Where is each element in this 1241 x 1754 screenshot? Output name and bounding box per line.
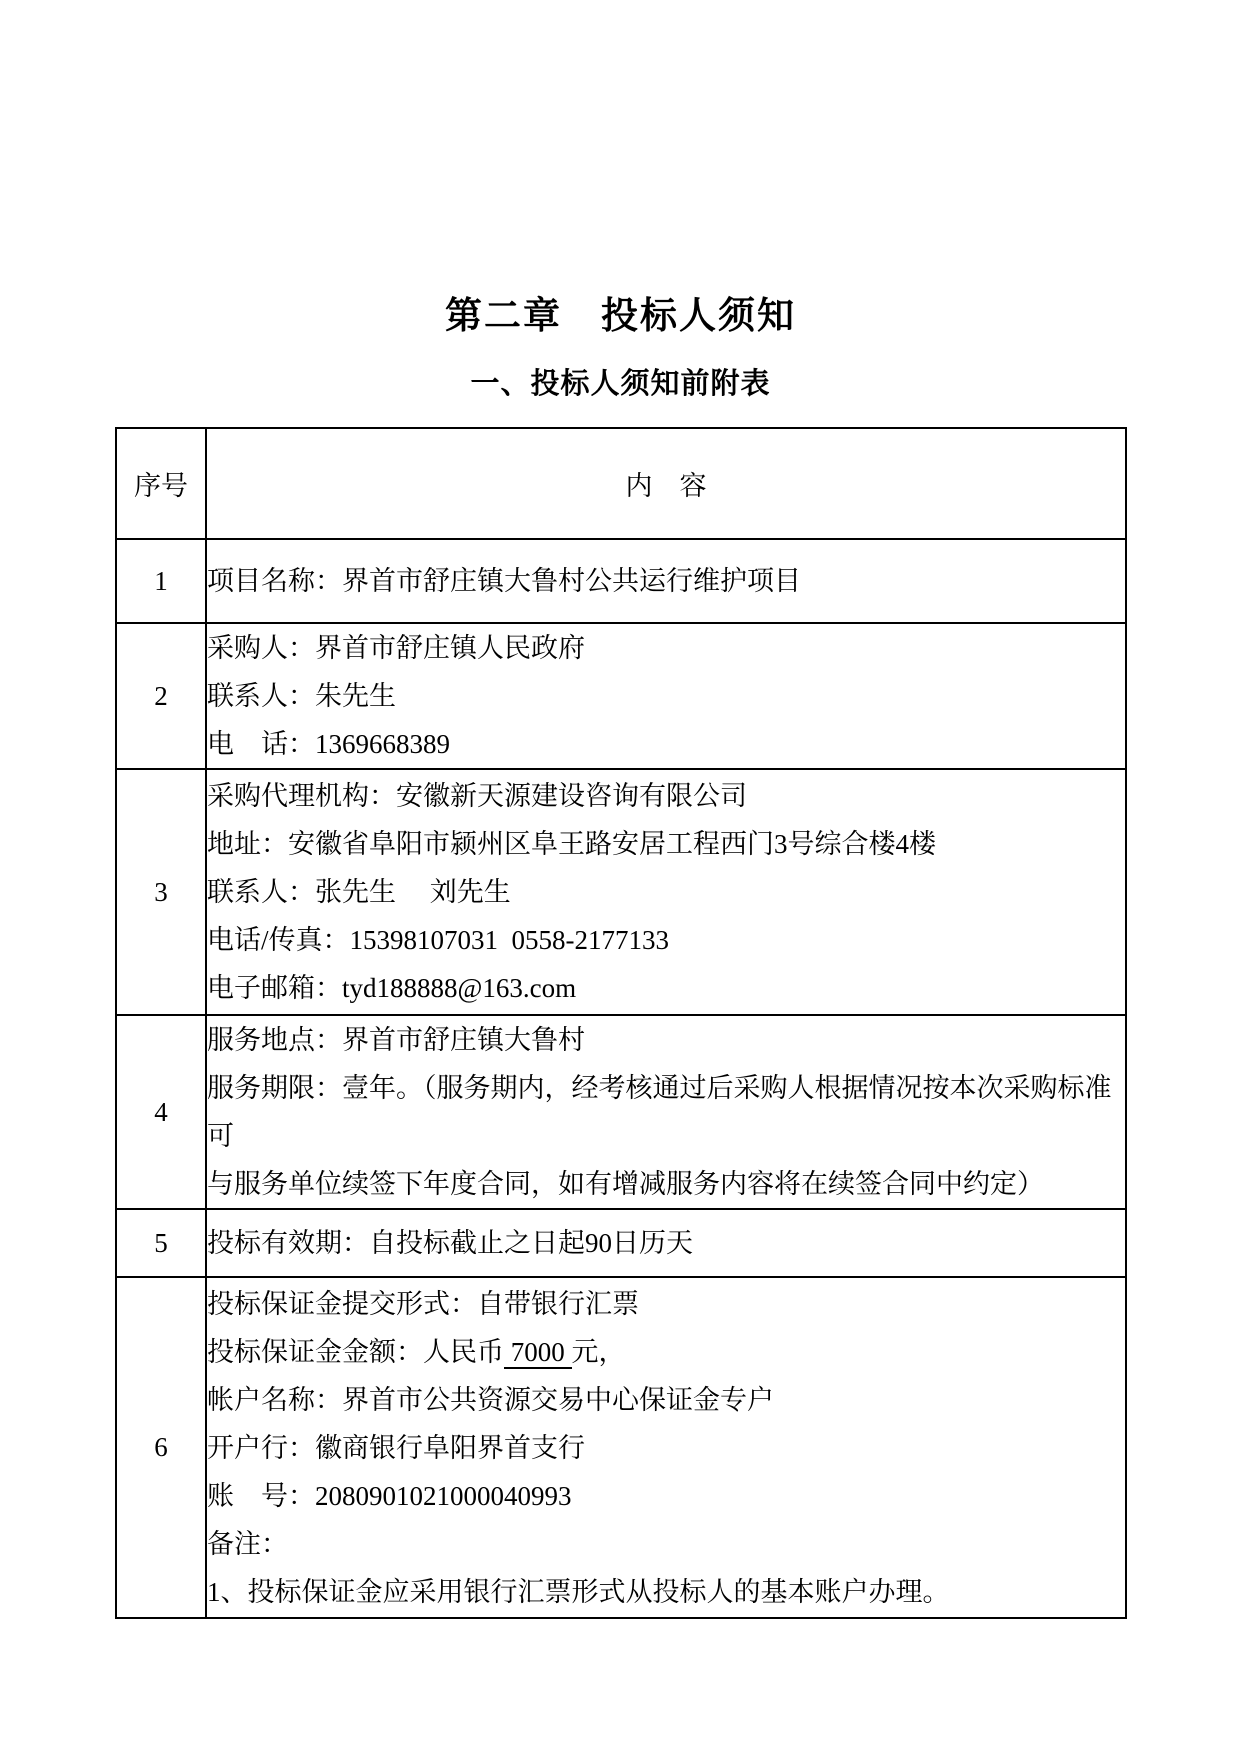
row-serial-number: 1 <box>116 539 206 623</box>
content-line: 账 号：2080901021000040993 <box>207 1480 572 1511</box>
content-line: 地址：安徽省阜阳市颍州区阜王路安居工程西门3号综合楼4楼 <box>207 829 936 859</box>
content-line: 联系人：张先生 刘先生 <box>207 877 511 907</box>
content-line: 采购代理机构：安徽新天源建设咨询有限公司 <box>207 781 747 811</box>
content-line: 电 话：1369668389 <box>207 729 450 759</box>
content-line: 投标保证金提交形式：自带银行汇票 <box>207 1288 639 1319</box>
content-line: 1、投标保证金应采用银行汇票形式从投标人的基本账户办理。 <box>207 1576 950 1607</box>
row-content-cell <box>206 539 1126 623</box>
content-line: 项目名称：界首市舒庄镇大鲁村公共运行维护项目 <box>207 566 801 596</box>
table-head <box>116 428 1126 539</box>
table-row <box>116 623 1126 769</box>
line-text: 投标保证金金额：人民币 <box>207 1336 504 1367</box>
bidder-notice-pre-table <box>115 427 1127 1619</box>
row-content-cell <box>206 1277 1126 1618</box>
content-line: 投标有效期：自投标截止之日起90日历天 <box>207 1228 693 1258</box>
row-serial-number: 3 <box>116 769 206 1015</box>
row-content-cell <box>206 623 1126 769</box>
content-line <box>207 1328 1125 1376</box>
content-line: 开户行：徽商银行阜阳界首支行 <box>207 1432 585 1463</box>
row-content-cell <box>206 769 1126 1015</box>
underlined-amount: 7000 <box>504 1336 572 1367</box>
row-content-cell <box>206 1209 1126 1277</box>
content-line: 联系人：朱先生 <box>207 681 396 711</box>
row-serial-number: 6 <box>116 1277 206 1618</box>
header-cell-serial-number: 序号 <box>116 428 206 539</box>
chapter-title: 第二章 投标人须知 <box>445 296 796 337</box>
table-header-row <box>116 428 1126 539</box>
row-serial-number: 4 <box>116 1015 206 1209</box>
header-cell-content: 内 容 <box>206 428 1126 539</box>
content-line: 服务地点：界首市舒庄镇大鲁村 <box>207 1025 585 1055</box>
content-line: 帐户名称：界首市公共资源交易中心保证金专户 <box>207 1384 774 1415</box>
content-line: 服务期限：壹年。（服务期内，经考核通过后采购人根据情况按本次采购标准可 <box>207 1073 1112 1151</box>
content-line: 备注： <box>207 1528 288 1559</box>
content-line: 与服务单位续签下年度合同，如有增减服务内容将在续签合同中约定） <box>207 1169 1044 1199</box>
table-row <box>116 1209 1126 1277</box>
table-row <box>116 539 1126 623</box>
table-row <box>116 1015 1126 1209</box>
content-line: 采购人：界首市舒庄镇人民政府 <box>207 633 585 663</box>
table-row <box>116 1277 1126 1618</box>
row-serial-number: 2 <box>116 623 206 769</box>
row-content-cell <box>206 1015 1126 1209</box>
content-line: 电话/传真：15398107031 0558-2177133 <box>207 925 669 955</box>
section-title: 一、投标人须知前附表 <box>470 368 771 400</box>
row-serial-number: 5 <box>116 1209 206 1277</box>
line-text: 元， <box>571 1336 626 1367</box>
content-line: 电子邮箱：tyd188888@163.com <box>207 973 577 1003</box>
table-row <box>116 769 1126 1015</box>
table-body <box>116 539 1126 1618</box>
